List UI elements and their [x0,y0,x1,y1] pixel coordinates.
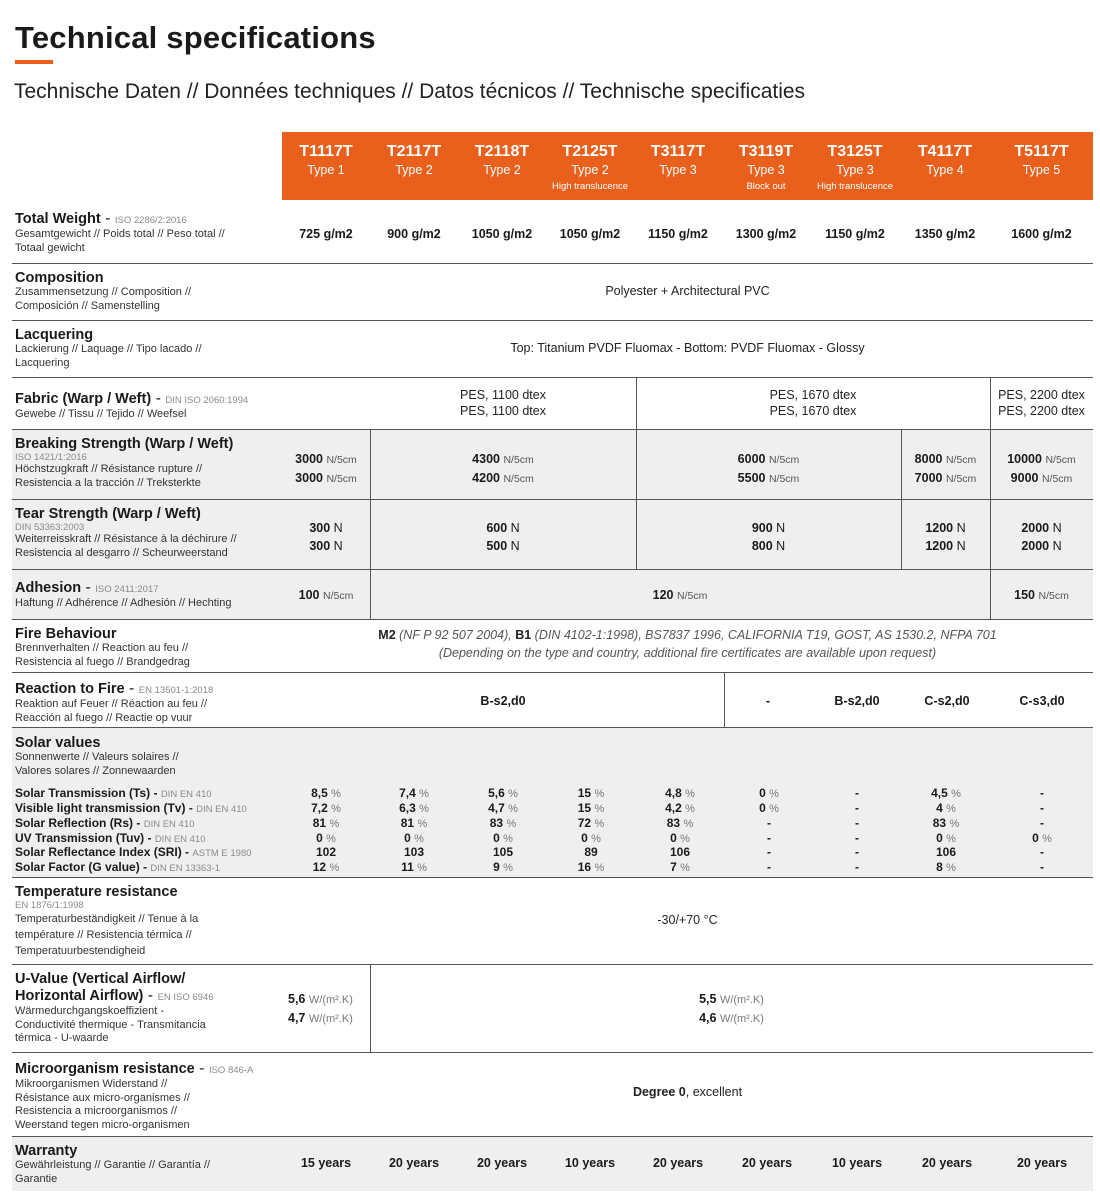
solar-value-cell: 11 % [401,860,427,874]
column-header [546,132,634,200]
solar-value-cell: 89 [584,845,598,859]
solar-value-cell: 8 % [936,860,956,874]
standard: EN ISO 6946 [157,992,214,1003]
row-translation: Valores solares // Zonnewaarden [15,764,176,777]
solar-value-cell: 106 [935,845,957,859]
value-cell: 900 g/m2 [387,227,441,241]
tear-group: 300 N 300 N [309,521,343,553]
solar-row-label: Solar Transmission (Ts) - DIN EN 410 [15,786,212,800]
solar-value-cell: 4 % [936,801,956,815]
breaking-group: 10000 N/5cm 9000 N/5cm [1007,452,1076,485]
product-type: Type 3 [747,163,785,177]
solar-value-cell: - [767,845,771,859]
product-type: Type 2 [395,163,433,177]
value-cell: 20 years [1016,1156,1068,1170]
product-code: T1117T [299,143,353,160]
solar-value-cell: - [855,845,859,859]
value-cell: 10 years [831,1156,883,1170]
spec-row-microorganism: Microorganism resistance - ISO 846-A Mikroorganismen Widerstand // Résistance aux micro-organismes // Resistencia a microorganismos // Weerstand tegen micro-organismen [12,1053,1093,1136]
breaking-group: 6000 N/5cm 5500 N/5cm [737,452,800,485]
value-cell: B-s2,d0 [834,694,880,708]
value-cell: 1050 g/m2 [559,227,621,241]
solar-value-cell: 72 % [577,816,605,830]
solar-value-cell: - [1040,860,1044,874]
adhesion-group: 120 N/5cm [652,588,708,602]
column-header [370,132,458,200]
solar-value-cell: 4,5 % [931,786,961,800]
row-label: Reaction to Fire [15,681,125,697]
product-note: High translucence [816,181,894,192]
product-note: High translucence [551,181,629,192]
solar-value-cell: 0 % [936,831,956,845]
fire-behaviour-value: M2 (NF P 92 507 2004), B1 (DIN 4102-1:1998), BS7837 1996, CALIFORNIA T19, GOST, AS 1530.2, NFPA 701 (Depending on the type and country, additional fire certificates are available upon request) [378,628,997,660]
row-translation: térmica - U-waarde [15,1032,109,1044]
solar-value-cell: - [855,831,859,845]
row-translation: Gesamtgewicht // Poids total // Peso total // [15,228,225,240]
solar-value-cell: 102 [315,845,337,859]
value-cell: 1150 g/m2 [825,227,885,241]
tear-group: 900 N 800 N [751,521,786,553]
row-translation: Lacquering [15,356,70,369]
solar-value-cell: 0 % [759,801,779,815]
solar-value-cell: 5,6 % [488,786,518,800]
solar-value-cell: 15 % [577,801,605,815]
solar-value-cell: - [767,860,771,874]
product-code: T3117T [650,143,706,160]
standard: EN 13501-1:2018 [138,685,214,696]
row-label: Horizontal Airflow) [15,988,144,1004]
solar-value-cell: 6,3 % [399,801,429,815]
row-translation: Brennverhalten // Reaction au feu // [15,642,189,654]
spec-row-total-weight: Total Weight - ISO 2286/2:2016 Gesamtgewicht // Poids total // Peso total // Totaal gewicht [12,204,1093,263]
solar-value-cell: - [855,860,859,874]
breaking-group: 8000 N/5cm 7000 N/5cm [914,452,977,485]
lacquering-value: Top: Titanium PVDF Fluomax - Bottom: PVDF Fluomax - Glossy [510,341,865,355]
row-label: Warranty [15,1143,78,1159]
solar-value-cell: 0 % [316,831,336,845]
product-header-band [282,132,1093,200]
u-value-group: 5,5 W/(m².K) 4,6 W/(m².K) [699,992,764,1025]
fabric-group: PES, 1100 dtex PES, 1100 dtex [460,388,546,418]
column-header [722,132,810,200]
row-translation: Garantie [15,1172,58,1185]
value-cell: 20 years [741,1156,793,1170]
u-value-group: 5,6 W/(m².K) 4,7 W/(m².K) [288,992,353,1025]
solar-value-cell: - [1040,801,1044,815]
product-type: Type 3 [836,163,874,177]
row-translation: Lackierung // Laquage // Tipo lacado // [15,343,202,355]
row-translation: Resistencia al fuego // Brandgedrag [15,655,190,668]
standard: EN 1876/1:1998 [15,900,84,911]
solar-value-cell: - [855,816,859,830]
product-type: Type 2 [483,163,521,177]
solar-value-cell: 4,7 % [488,801,518,815]
solar-value-cell: - [767,816,771,830]
row-label: Total Weight [15,211,101,227]
solar-value-cell: - [1040,816,1044,830]
row-translation: température // Resistencia térmica // [15,929,192,941]
adhesion-group: 100 N/5cm [298,588,354,602]
value-cell: 20 years [476,1156,528,1170]
solar-value-cell: - [855,801,859,815]
value-cell: 20 years [388,1156,440,1170]
solar-value-cell: 7,2 % [311,801,341,815]
row-translation: Sonnenwerte // Valeurs solaires // [15,751,179,763]
solar-value-cell: - [1040,786,1044,800]
solar-value-cell: 0 % [759,786,779,800]
product-type: Type 3 [659,163,697,177]
row-label: Microorganism resistance [15,1061,195,1077]
row-translation: Gewährleistung // Garantie // Garantía // [15,1159,211,1171]
page-subtitle: Technische Daten // Données techniques // Datos técnicos // Technische specificaties [14,80,806,103]
value-cell: 10 years [564,1156,616,1170]
solar-value-cell: 7,4 % [399,786,429,800]
spec-row-fabric: Fabric (Warp / Weft) - DIN ISO 2060:1994 Gewebe // Tissu // Tejido // Weefsel [12,378,1093,429]
row-translation: Totaal gewicht [15,241,85,254]
solar-row-label: Solar Reflectance Index (SRI) - ASTM E 1980 [15,845,252,859]
microorganism-value: Degree 0, excellent [632,1085,743,1099]
title-underline [15,60,53,64]
solar-value-cell: 83 % [932,816,960,830]
row-label: Breaking Strength (Warp / Weft) [15,436,234,452]
product-type: Type 5 [1022,163,1061,177]
row-translation: Temperaturbeständigkeit // Tenue à la [15,913,199,925]
spec-row-u-value: U-Value (Vertical Airflow/ Horizontal Airflow) - EN ISO 6946 Wärmedurchgangskoeffizient - Conductivité thermique - Transmitancia térmica - U-waarde [12,965,1093,1052]
row-label: Lacquering [15,327,94,343]
column-header [990,132,1093,200]
value-cell: C-s3,d0 [1019,694,1065,708]
solar-value-cell: 9 % [493,860,513,874]
product-note: Block out [746,181,786,192]
adhesion-group: 150 N/5cm [1014,588,1069,602]
row-translation: Temperatuurbestendigheid [15,945,146,957]
fabric-group: PES, 1670 dtex PES, 1670 dtex [769,388,857,418]
standard: DIN ISO 2060:1994 [165,395,249,406]
column-header [282,132,370,200]
solar-value-cell: 83 % [666,816,694,830]
fabric-group: PES, 2200 dtex PES, 2200 dtex [998,388,1085,418]
solar-value-cell: 81 % [312,816,340,830]
solar-value-cell: 0 % [1032,831,1052,845]
value-cell: 1600 g/m2 [1011,227,1072,241]
solar-value-cell: - [1040,845,1044,859]
solar-value-cell: 81 % [400,816,428,830]
breaking-group: 4300 N/5cm 4200 N/5cm [472,452,534,485]
row-label: Tear Strength (Warp / Weft) [15,506,201,522]
product-code: T3119T [738,143,794,160]
value-cell: 1300 g/m2 [735,227,797,241]
product-code: T3125T [827,143,883,160]
value-cell: - [765,694,771,708]
solar-value-cell: 0 % [404,831,424,845]
solar-value-cell: 0 % [493,831,513,845]
solar-value-cell: 4,2 % [665,801,695,815]
row-label: Adhesion [15,580,82,596]
row-translation: Weiterreisskraft // Résistance à la déchirure // [15,533,237,545]
row-translation: Resistencia a microorganismos // [15,1105,178,1117]
row-translation: Haftung // Adhérence // Adhesión // Hechting [15,597,232,609]
value-cell: 1350 g/m2 [914,227,976,241]
row-label: Fire Behaviour [15,626,117,642]
row-translation: Resistencia al desgarro // Scheurweerstand [15,546,228,559]
column-header [634,132,722,200]
standard: ISO 2411:2017 [95,584,159,595]
solar-value-cell: - [767,831,771,845]
page-title: Technical specifications [15,20,376,55]
column-header [458,132,546,200]
value-cell: 20 years [652,1156,704,1170]
solar-value-cell: 105 [492,845,514,859]
column-header [810,132,900,200]
solar-value-cell: 83 % [489,816,517,830]
solar-value-cell: 8,5 % [311,786,341,800]
product-code: T4117T [917,143,973,160]
value-cell: 1150 g/m2 [648,227,708,241]
solar-value-cell: 12 % [312,860,340,874]
temperature-value: -30/+70 °C [657,913,718,927]
row-translation: Composición // Samenstelling [15,299,160,312]
solar-value-cell: 0 % [670,831,690,845]
standard: ISO 1421/1:2016 [15,452,87,463]
solar-row-label: Solar Factor (G value) - DIN EN 13363-1 [15,860,221,874]
row-label: U-Value (Vertical Airflow/ [15,971,186,987]
breaking-group: 3000 N/5cm 3000 N/5cm [295,452,357,485]
row-label: Fabric (Warp / Weft) [15,391,152,407]
composition-value: Polyester + Architectural PVC [605,284,770,298]
solar-row-label: Visible light transmission (Tv) - DIN EN 410 [15,801,247,815]
product-code: T2117T [386,143,442,160]
solar-value-cell: 106 [669,845,691,859]
row-label: Temperature resistance [15,884,178,900]
row-label: Composition [15,270,104,286]
standard: DIN 53363:2003 [15,522,85,533]
solar-value-cell: - [855,786,859,800]
value-cell: C-s2,d0 [924,694,970,708]
solar-value-cell: 15 % [577,786,605,800]
solar-row-label: UV Transmission (Tuv) - DIN EN 410 [15,831,206,845]
solar-value-cell: 4,8 % [665,786,695,800]
spec-row-adhesion: Adhesion - ISO 2411:2017 Haftung // Adhérence // Adhesión // Hechting [12,570,1093,619]
row-translation: Reaktion auf Feuer // Réaction au feu // [15,698,208,710]
product-type: Type 4 [926,163,964,177]
value-cell: 1050 g/m2 [471,227,533,241]
value-cell: 15 years [300,1156,352,1170]
column-header [900,132,990,200]
row-translation: Mikroorganismen Widerstand // [15,1078,168,1090]
row-translation: Resistencia a la tracción // Treksterkte [15,476,201,489]
standard: ISO 846-A [208,1065,254,1076]
row-translation: Gewebe // Tissu // Tejido // Weefsel [15,408,187,420]
product-code: T5117T [1014,143,1069,160]
solar-value-cell: 7 % [670,860,690,874]
product-code: T2118T [474,143,530,160]
product-code: T2125T [562,143,618,160]
reaction-group: B-s2,d0 [480,694,526,708]
product-type: Type 1 [307,163,345,177]
row-translation: Weerstand tegen micro-organismen [15,1118,190,1131]
tear-group: 1200 N 1200 N [925,521,966,553]
tear-group: 600 N 500 N [486,521,520,553]
solar-row-label: Solar Reflection (Rs) - DIN EN 410 [15,816,195,830]
solar-value-cell: 0 % [581,831,601,845]
product-type: Type 2 [571,163,609,177]
value-cell: 20 years [921,1156,973,1170]
value-cell: 725 g/m2 [299,227,353,241]
solar-value-cell: 16 % [577,860,605,874]
row-translation: Reacción al fuego // Reactie op vuur [15,711,193,724]
spec-row-reaction-to-fire: Reaction to Fire - EN 13501-1:2018 Reaktion auf Feuer // Réaction au feu // Reacción al fuego // Reactie op vuur [12,673,1093,727]
row-translation: Zusammensetzung // Composition // [15,286,192,298]
solar-value-cell: 103 [403,845,425,859]
row-translation: Höchstzugkraft // Résistance rupture // [15,463,203,475]
tear-group: 2000 N 2000 N [1021,521,1062,553]
row-translation: Conductivité thermique - Transmitancia [15,1018,206,1031]
row-translation: Wärmedurchgangskoeffizient - [15,1005,164,1017]
row-translation: Résistance aux micro-organismes // [15,1091,190,1104]
row-label: Solar values [15,735,101,751]
standard: ISO 2286/2:2016 [114,215,187,226]
